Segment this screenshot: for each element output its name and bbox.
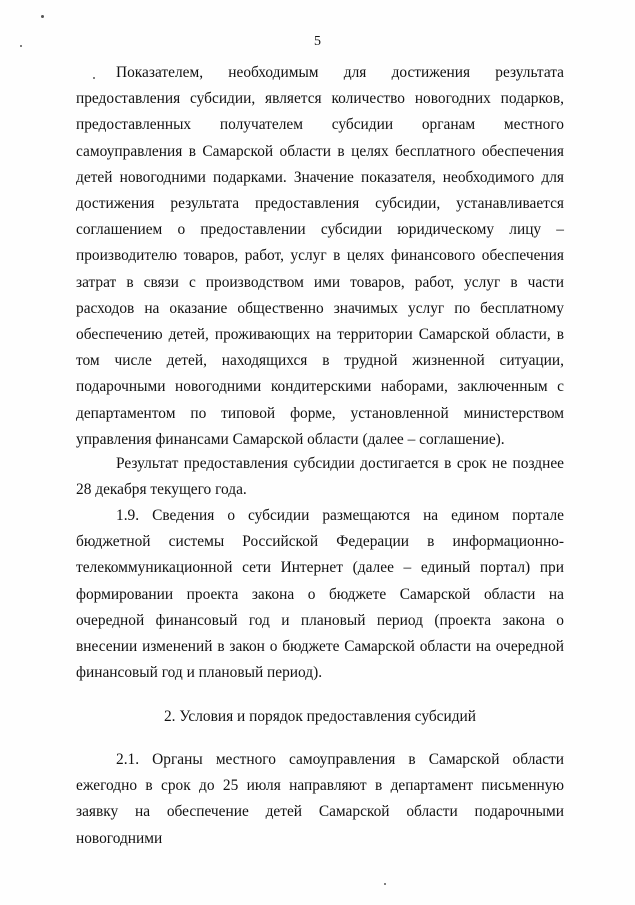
paragraph-text: 1.9. Сведения о субсидии размещаются на едином портале бюджетной системы Российской Федерации в информационно-телекоммуникационной сети Интернет (далее – единый портал) при формировании проекта закона о бюджете Самарской области на очередной финансовый год и плановый период (проекта закона о внесении изменений в закон о бюджете Самарской области на очередной финансовый год и плановый период). xyxy=(76,507,564,682)
paragraph-text: Показателем, необходимым для достижения результата предоставления субсидии, является количество новогодних подарков, предоставленных получателем субсидии органам местного самоуправления в Самарской области в целях бесплатного обеспечения детей новогодними подарками. Значение показателя, необходимого для достижения результата предоставления субсидии, устанавливается соглашением о предоставлении субсидии юридическому лицу – производителю товаров, работ, услуг в целях финансового обеспечения затрат в связи с производством ими товаров, работ, услуг в части расходов на оказание общественно значимых услуг по бесплатному обеспечению детей, проживающих на территории Самарской области, в том числе детей, находящихся в трудной жизненной ситуации, подарочными новогодними кондитерскими наборами, заключенным с департаментом по типовой форме, установленной министерством управления финансами Самарской области (далее – соглашение). xyxy=(76,64,564,448)
paragraph-1-9 xyxy=(76,503,564,686)
section-heading: 2. Условия и порядок предоставления субсидий xyxy=(163,708,477,725)
scan-speck xyxy=(41,15,44,18)
paragraph-result-deadline xyxy=(76,451,564,503)
page-number: 5 xyxy=(314,34,321,49)
paragraph-2-1 xyxy=(76,747,564,852)
paragraph-indicator xyxy=(76,60,564,453)
scan-speck xyxy=(93,77,95,79)
scan-speck xyxy=(20,45,22,47)
scan-speck xyxy=(384,883,386,885)
paragraph-text: 2.1. Органы местного самоуправления в Самарской области ежегодно в срок до 25 июля направляют в департамент письменную заявку на обеспечение детей Самарской области подарочными новогодними xyxy=(76,751,564,847)
paragraph-text: Результат предоставления субсидии достигается в срок не позднее 28 декабря текущего года. xyxy=(76,455,564,499)
